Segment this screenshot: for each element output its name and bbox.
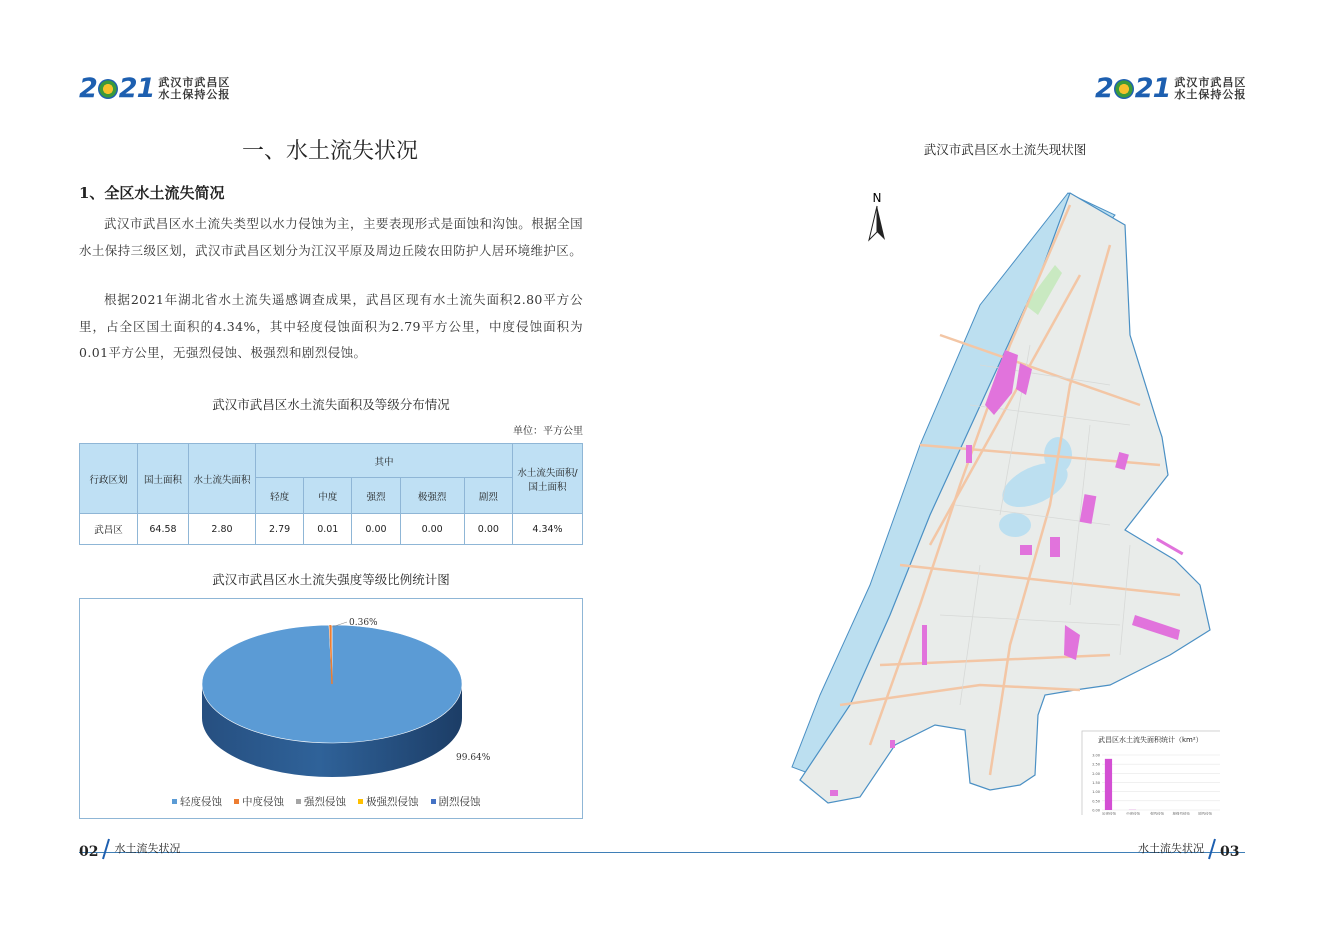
- header-loss-area: 水土流失面积: [189, 444, 256, 514]
- logo-line2: 水土保持公报: [158, 87, 231, 101]
- inset-ytick: 2.50: [1092, 762, 1100, 767]
- pie-label-light: 99.64%: [456, 753, 491, 763]
- slash-icon: [102, 838, 110, 860]
- inset-ytick: 2.00: [1092, 771, 1100, 776]
- cell-moderate: 0.01: [304, 514, 352, 545]
- logo-left: [79, 73, 230, 104]
- legend-marker: [172, 799, 177, 804]
- map-title: 武汉市武昌区水土流失现状图: [923, 142, 1087, 157]
- lake: [999, 513, 1031, 537]
- legend-item: [358, 794, 419, 809]
- header-level-severe: 剧烈: [464, 478, 512, 514]
- inset-xtick: 剧烈侵蚀: [1198, 812, 1213, 815]
- footer-section-right: 水土流失状况: [1138, 842, 1204, 855]
- cell-ratio: 4.34%: [513, 514, 583, 545]
- page-number-left: 02: [79, 844, 99, 860]
- inset-title: 武昌区水土流失面积统计（km²）: [1098, 736, 1203, 744]
- district-map: [780, 185, 1220, 815]
- inset-xtick: 中度侵蚀: [1126, 812, 1141, 815]
- inset-ytick: 3.00: [1092, 753, 1100, 758]
- header-level-moderate: 中度: [304, 478, 352, 514]
- logo-line2: 水土保持公报: [1174, 87, 1247, 101]
- slash-icon: [1208, 838, 1216, 860]
- inset-ytick: 1.50: [1092, 781, 1100, 785]
- cell-region: 武昌区: [80, 514, 138, 545]
- inset-ytick: 0.50: [1092, 799, 1100, 804]
- header-ratio: 水土流失面积/国土面积: [513, 444, 583, 514]
- cell-loss-area: 2.80: [189, 514, 256, 545]
- table-unit: 单位：平方公里: [513, 426, 583, 437]
- inset-bar-chart: [1082, 731, 1220, 815]
- legend-marker: [358, 799, 363, 804]
- header-region: 行政区划: [80, 444, 138, 514]
- header-among: 其中: [256, 444, 513, 478]
- legend-label: 中度侵蚀: [242, 796, 284, 808]
- logo-line1: 武汉市武昌区: [158, 75, 231, 89]
- footer-left: [79, 838, 180, 860]
- cell-very-intense: 0.00: [400, 514, 464, 545]
- logo-year: 2 21: [79, 73, 155, 104]
- footer-line: [79, 852, 1245, 853]
- header-level-very-intense: 极强烈: [400, 478, 464, 514]
- cell-intense: 0.00: [352, 514, 400, 545]
- footer-section-left: 水土流失状况: [114, 842, 181, 855]
- inset-bar: [1105, 759, 1112, 810]
- legend-marker: [431, 799, 436, 804]
- footer-right: [1138, 838, 1239, 860]
- emblem-icon: [1114, 79, 1134, 99]
- logo-right: [1095, 73, 1246, 104]
- legend-label: 极强烈侵蚀: [366, 796, 419, 808]
- legend-label: 强烈侵蚀: [304, 796, 346, 808]
- table-row: [80, 514, 583, 545]
- north-label: N: [872, 191, 882, 205]
- cell-land-area: 64.58: [138, 514, 189, 545]
- pie-legend: [172, 794, 481, 809]
- header-land-area: 国土面积: [138, 444, 189, 514]
- subsection-title: 1、全区水土流失简况: [79, 184, 225, 202]
- legend-item: [431, 794, 481, 809]
- inset-ytick: 1.00: [1092, 790, 1100, 795]
- inset-xtick: 极强烈侵蚀: [1172, 812, 1190, 815]
- paragraph-2: 根据2021年湖北省水土流失遥感调查成果，武昌区现有水土流失面积2.80平方公里，占全区国土面积的4.34%，其中轻度侵蚀面积为2.79平方公里，中度侵蚀面积为0.01平方公里，无强烈侵蚀、极强烈和剧烈侵蚀。: [79, 292, 583, 360]
- legend-item: [172, 794, 222, 809]
- header-level-intense: 强烈: [352, 478, 400, 514]
- header-level-light: 轻度: [256, 478, 304, 514]
- table-title: 武汉市武昌区水土流失面积及等级分布情况: [212, 397, 450, 412]
- legend-marker: [296, 799, 301, 804]
- paragraph-1: 武汉市武昌区水土流失类型以水力侵蚀为主，主要表现形式是面蚀和沟蚀。根据全国水土保持三级区划，武汉市武昌区划分为江汉平原及周边丘陵农田防护人居环境维护区。: [79, 216, 583, 258]
- cell-light: 2.79: [256, 514, 304, 545]
- logo-year: 2 21: [1095, 73, 1171, 104]
- logo-line1: 武汉市武昌区: [1174, 75, 1247, 89]
- erosion-table: [79, 443, 583, 545]
- inset-xtick: 强烈侵蚀: [1150, 812, 1165, 815]
- emblem-icon: [98, 79, 118, 99]
- pie-chart-title: 武汉市武昌区水土流失强度等级比例统计图: [212, 572, 450, 587]
- inset-xtick: 轻度侵蚀: [1102, 812, 1117, 815]
- legend-label: 剧烈侵蚀: [438, 796, 481, 808]
- page-number-right: 03: [1220, 844, 1240, 860]
- cell-severe: 0.00: [464, 514, 512, 545]
- legend-item: [234, 794, 284, 809]
- pie-chart-frame: [79, 598, 583, 819]
- section-title: 一、水土流失状况: [242, 139, 419, 164]
- legend-item: [296, 794, 346, 809]
- pie-label-moderate: 0.36%: [349, 618, 378, 628]
- pie-chart: [80, 599, 582, 818]
- legend-label: 轻度侵蚀: [180, 796, 222, 808]
- legend-marker: [234, 799, 239, 804]
- inset-ytick: 0.00: [1092, 808, 1100, 813]
